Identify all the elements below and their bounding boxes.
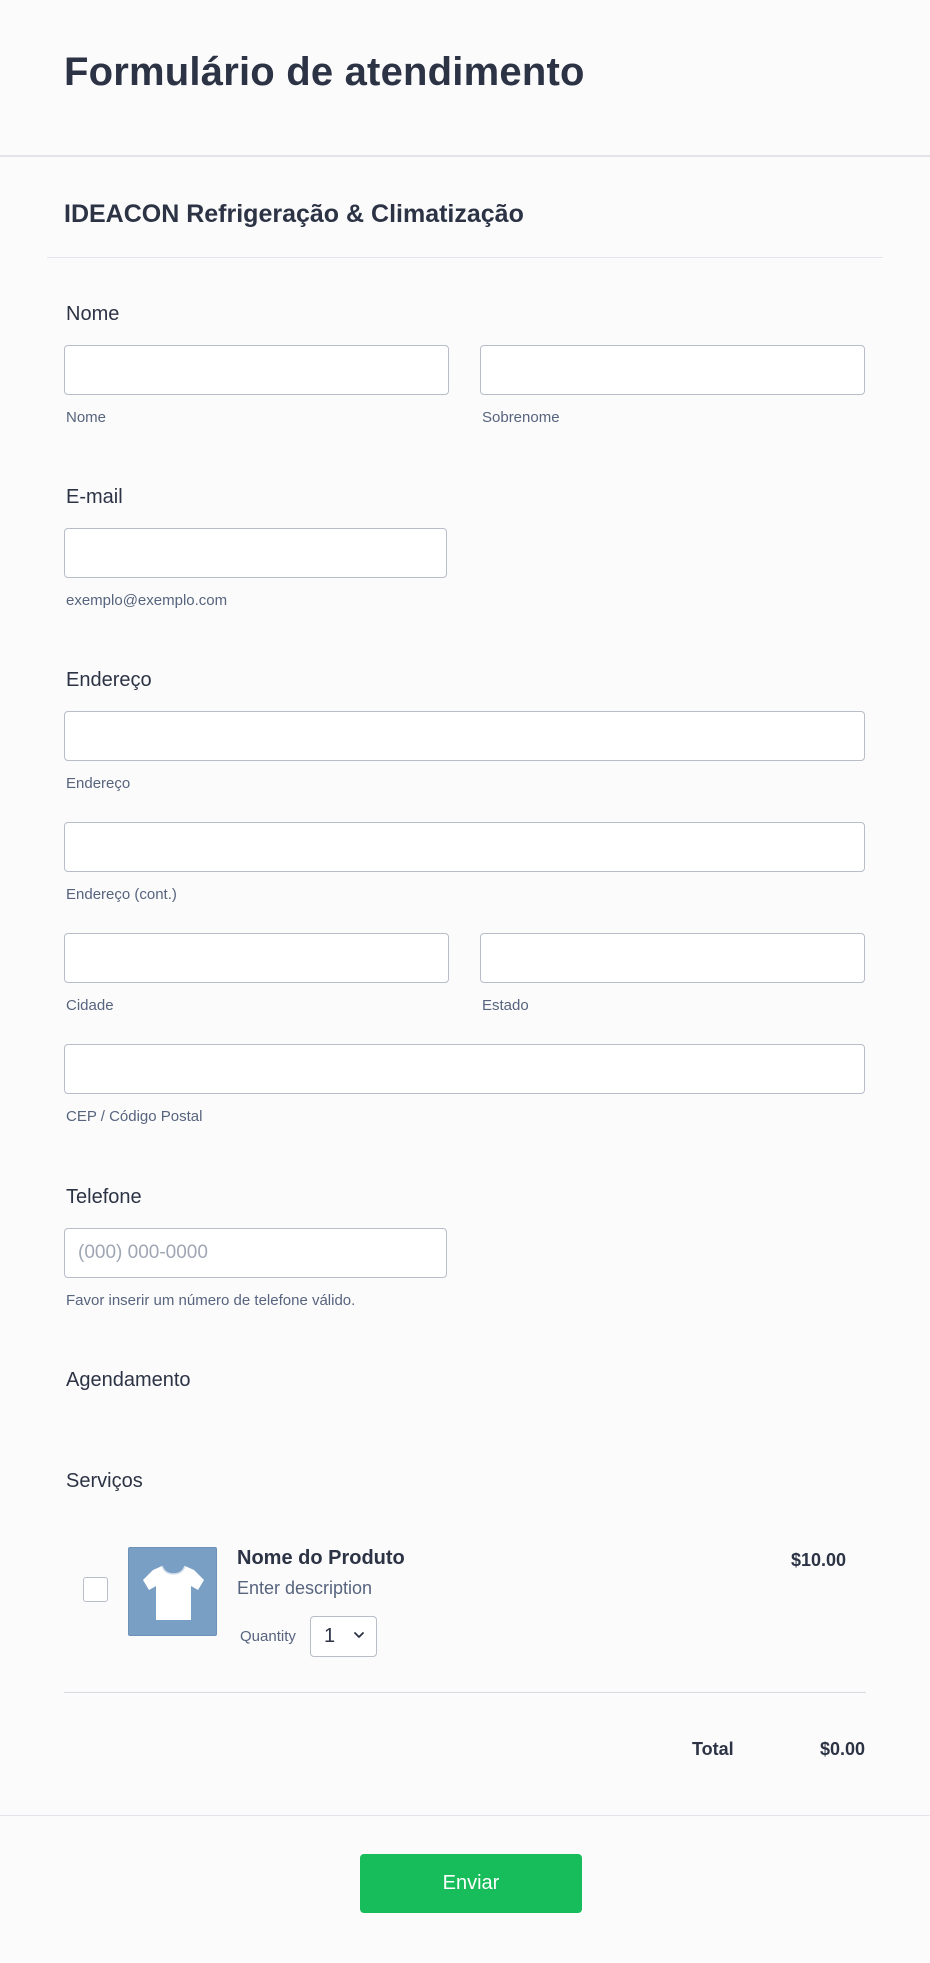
- state-sublabel: Estado: [482, 997, 529, 1014]
- section-title: IDEACON Refrigeração & Climatização: [64, 200, 524, 228]
- last-name-input[interactable]: [480, 345, 865, 395]
- city-input[interactable]: [64, 933, 449, 983]
- email-label: E-mail: [66, 486, 123, 508]
- product-name: Nome do Produto: [237, 1547, 405, 1569]
- page-title: Formulário de atendimento: [64, 50, 585, 94]
- product-price: $10.00: [790, 1550, 846, 1570]
- services-label: Serviços: [66, 1470, 143, 1492]
- address-line1-sublabel: Endereço: [66, 775, 131, 792]
- form-header: [0, 0, 930, 157]
- phone-input[interactable]: [64, 1228, 447, 1278]
- submit-button[interactable]: Enviar: [360, 1854, 582, 1913]
- email-input[interactable]: [64, 528, 447, 578]
- product-checkbox[interactable]: [83, 1577, 108, 1602]
- city-sublabel: Cidade: [66, 997, 114, 1014]
- state-input[interactable]: [480, 933, 865, 983]
- product-divider: [64, 1692, 866, 1693]
- total-label: Total: [692, 1739, 734, 1759]
- footer-divider: [0, 1815, 930, 1816]
- address-line2-input[interactable]: [64, 822, 865, 872]
- quantity-value: 1: [324, 1625, 336, 1647]
- chevron-down-icon: [352, 1628, 366, 1642]
- total-value: $0.00: [819, 1739, 865, 1759]
- first-name-sublabel: Nome: [66, 409, 107, 426]
- tshirt-icon: [129, 1548, 218, 1637]
- zip-input[interactable]: [64, 1044, 865, 1094]
- name-label: Nome: [66, 303, 120, 325]
- phone-label: Telefone: [66, 1186, 142, 1208]
- email-sublabel: exemplo@exemplo.com: [66, 592, 228, 609]
- scheduling-label: Agendamento: [66, 1369, 191, 1391]
- phone-placeholder: (000) 000-0000: [78, 1242, 208, 1263]
- section-divider: [47, 257, 883, 258]
- quantity-label: Quantity: [240, 1628, 296, 1645]
- quantity-select[interactable]: [310, 1616, 377, 1657]
- first-name-input[interactable]: [64, 345, 449, 395]
- product-description: Enter description: [237, 1578, 373, 1598]
- address-line2-sublabel: Endereço (cont.): [66, 886, 177, 903]
- address-label: Endereço: [66, 669, 152, 691]
- address-line1-input[interactable]: [64, 711, 865, 761]
- phone-sublabel: Favor inserir um número de telefone válido.: [66, 1292, 356, 1309]
- product-image: [128, 1547, 217, 1636]
- zip-sublabel: CEP / Código Postal: [66, 1108, 203, 1125]
- last-name-sublabel: Sobrenome: [482, 409, 560, 426]
